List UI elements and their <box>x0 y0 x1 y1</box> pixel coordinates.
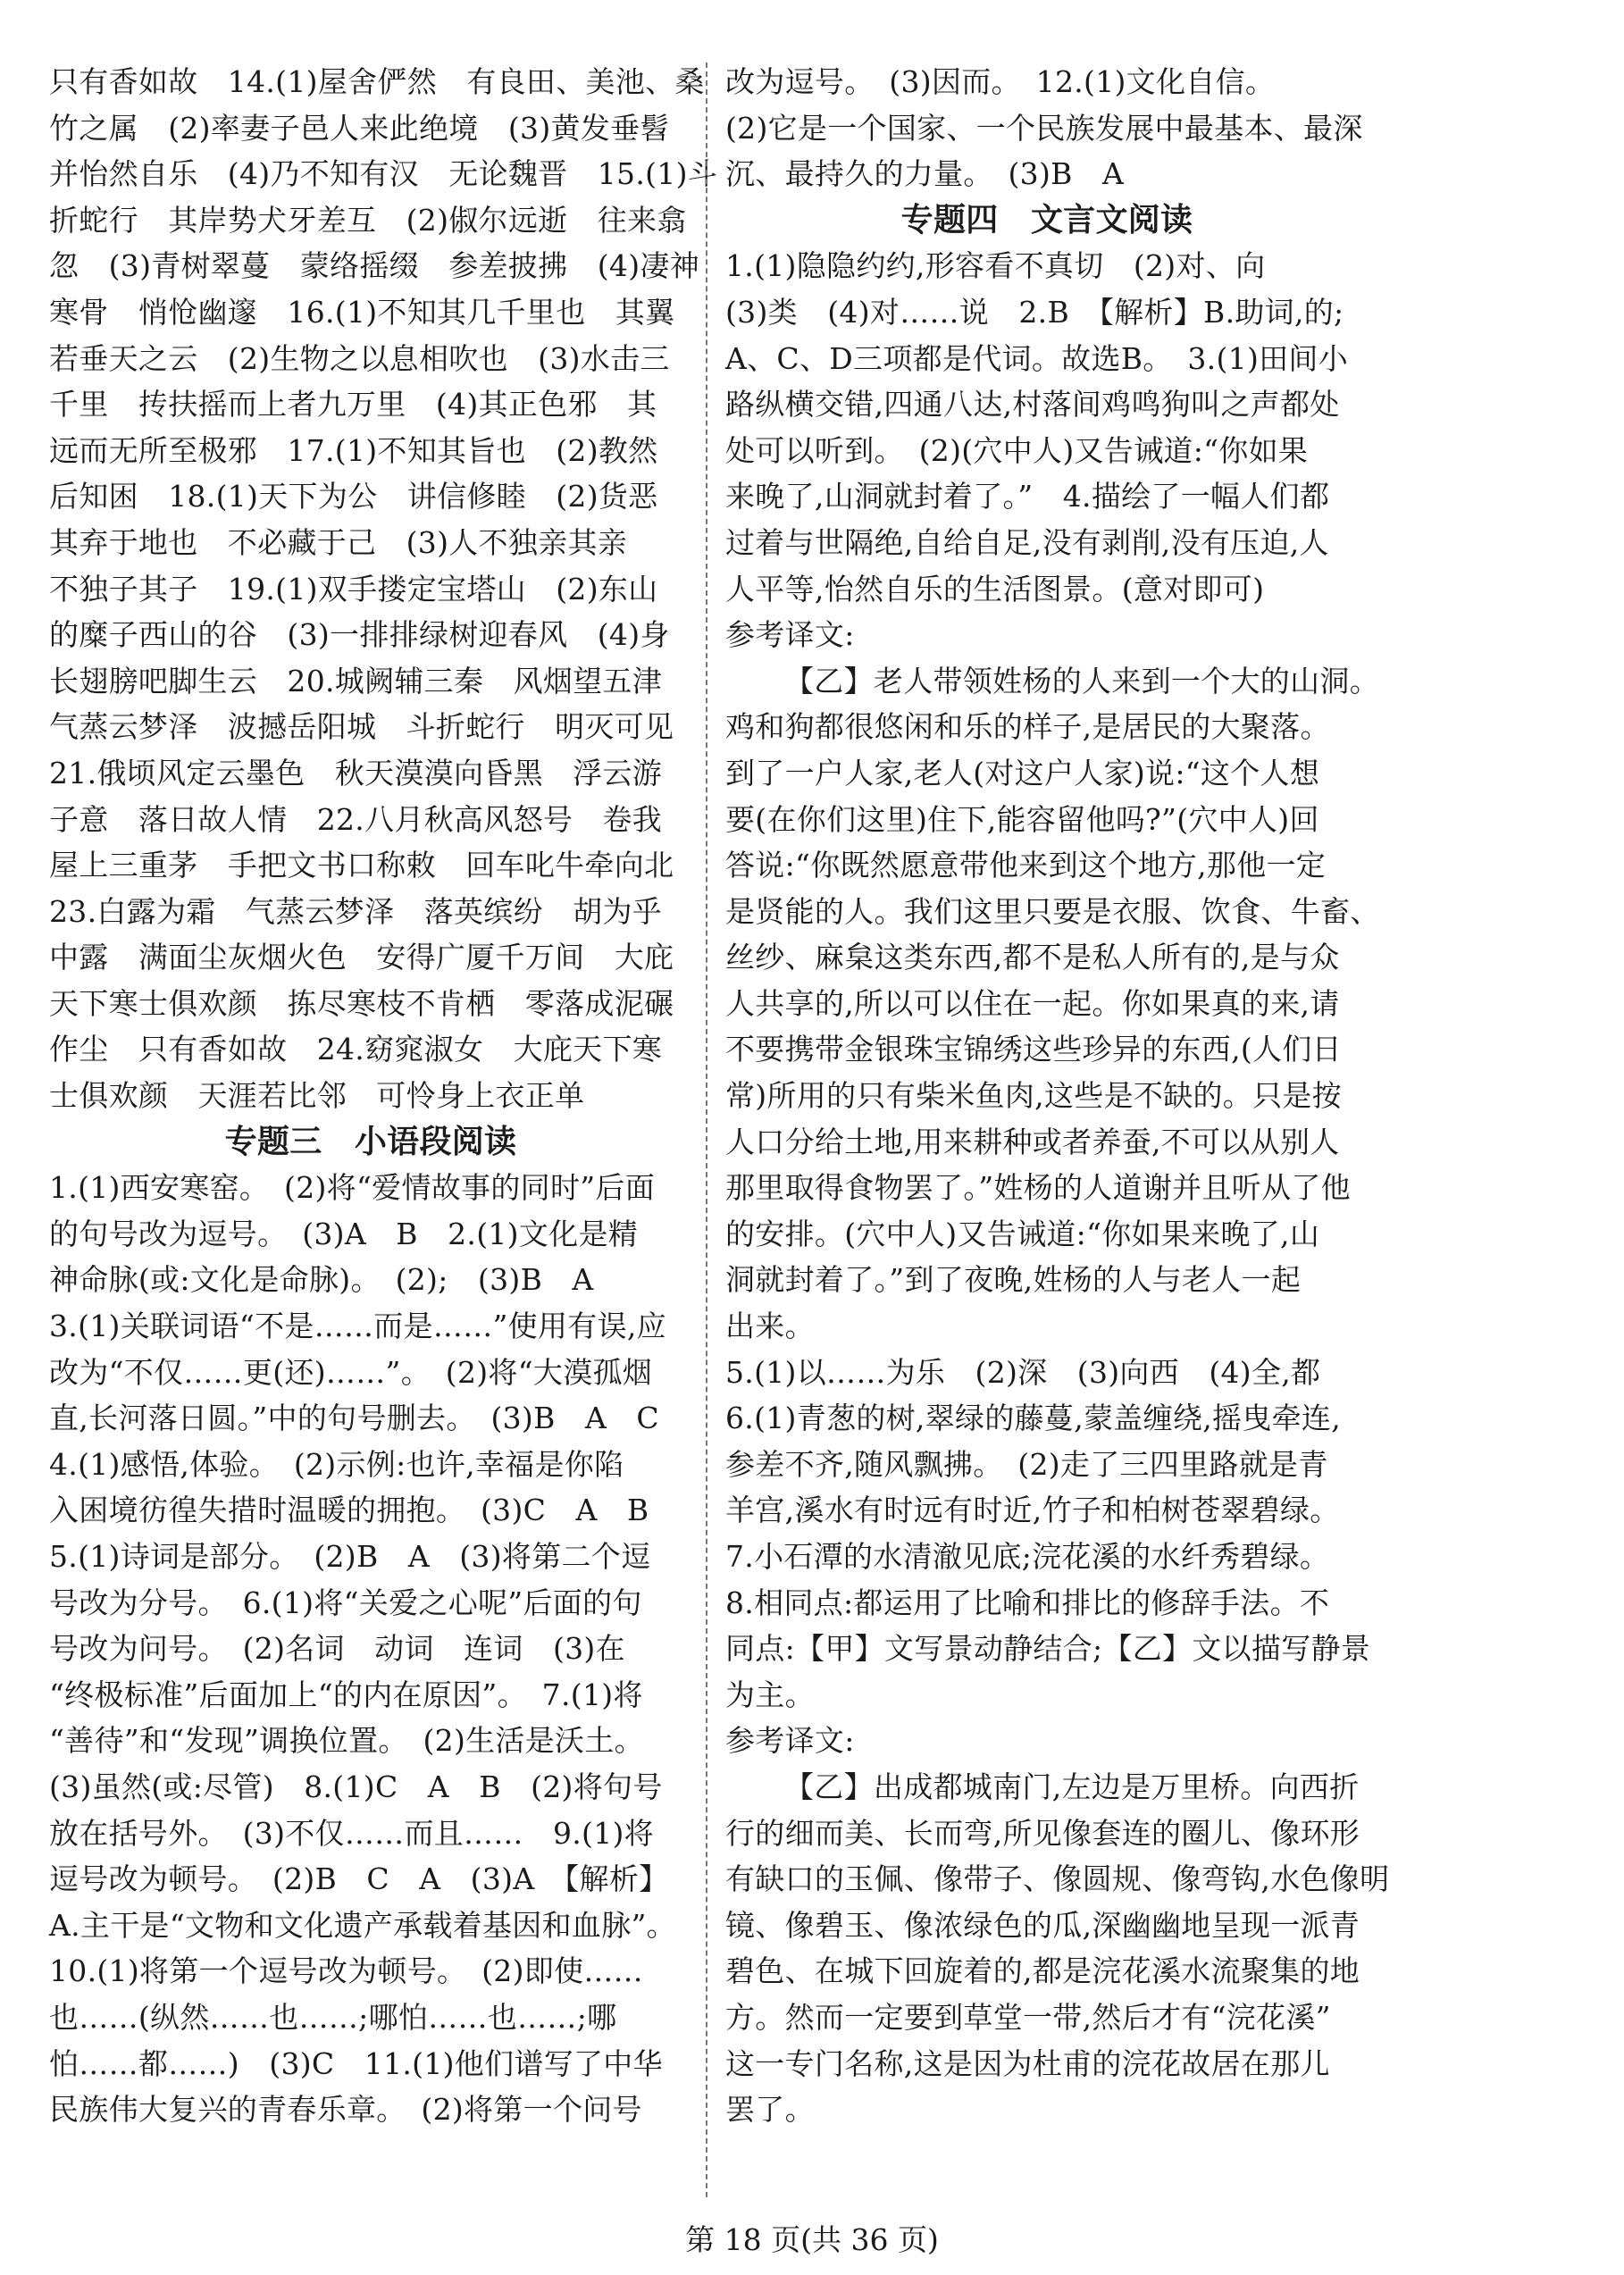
text-line: 神命脉(或:文化是命脉)。 (2); (3)B A <box>49 1262 594 1298</box>
text-line: 1.(1)西安寒窑。 (2)将“爱情故事的同时”后面 <box>49 1170 656 1206</box>
text-line: 5.(1)诗词是部分。 (2)B A (3)将第二个逗 <box>49 1539 651 1574</box>
text-line: 有缺口的玉佩、像带子、像圆规、像弯钩,水色像明 <box>725 1861 1390 1897</box>
text-line: 入困境彷徨失措时温暖的拥抱。 (3)C A B <box>49 1493 649 1528</box>
text-line: 作尘 只有香如故 24.窈窕淑女 大庇天下寒 <box>49 1032 663 1067</box>
text-line: 不独子其子 19.(1)双手搂定宝塔山 (2)东山 <box>49 571 658 606</box>
text-line: 忽 (3)青树翠蔓 蒙络摇缀 参差披拂 (4)凄神 <box>49 248 699 284</box>
text-line: 过着与世隔绝,自给自足,没有剥削,没有压迫,人 <box>725 524 1329 560</box>
text-line: 镜、像碧玉、像浓绿色的瓜,深幽幽地呈现一派青 <box>725 1907 1360 1943</box>
text-line: 不要携带金银珠宝锦绣这些珍异的东西,(人们日 <box>725 1032 1342 1067</box>
column-divider <box>706 63 707 2197</box>
text-line: 3.(1)关联词语“不是……而是……”使用有误,应 <box>49 1309 666 1344</box>
text-line: 千里 抟扶摇而上者九万里 (4)其正色邪 其 <box>49 387 657 422</box>
text-line: 羊宫,溪水有时远有时近,竹子和柏树苍翠碧绿。 <box>725 1493 1340 1528</box>
text-line: 远而无所至极邪 17.(1)不知其旨也 (2)教然 <box>49 432 658 468</box>
text-line: 处可以听到。 (2)(穴中人)又告诫道:“你如果 <box>725 432 1309 468</box>
section-heading: 专题三 小语段阅读 <box>224 1123 517 1160</box>
text-line: 出来。 <box>725 1309 815 1344</box>
text-line: 的糜子西山的谷 (3)一排排绿树迎春风 (4)身 <box>49 617 670 653</box>
text-line: 参差不齐,随风飘拂。 (2)走了三四里路就是青 <box>725 1446 1328 1482</box>
text-line: 洞就封着了。”到了夜晚,姓杨的人与老人一起 <box>725 1262 1302 1298</box>
text-line: 7.小石潭的水清澈见底;浣花溪的水纤秀碧绿。 <box>725 1539 1330 1574</box>
text-line: 折蛇行 其岸势犬牙差互 (2)俶尔远逝 往来翕 <box>49 202 687 238</box>
text-line: 也……(纵然……也……;哪怕……也……;哪 <box>49 1999 617 2035</box>
text-line: 直,长河落日圆。”中的句号删去。 (3)B A C <box>49 1401 659 1436</box>
text-line: 并怡然自乐 (4)乃不知有汉 无论魏晋 15.(1)斗 <box>49 156 718 192</box>
text-line: (3)类 (4)对……说 2.B 【解析】B.助词,的; <box>725 294 1344 330</box>
text-line: 中露 满面尘灰烟火色 安得广厦千万间 大庇 <box>49 940 674 975</box>
text-line: A、C、D三项都是代词。故选B。 3.(1)田间小 <box>725 340 1349 376</box>
text-line: 参考译文: <box>725 617 855 653</box>
text-line: 方。然而一定要到草堂一带,然后才有“浣花溪” <box>725 1999 1331 2035</box>
text-line: (2)它是一个国家、一个民族发展中最基本、最深 <box>725 110 1363 146</box>
text-line: 那里取得食物罢了。”姓杨的人道谢并且听从了他 <box>725 1170 1351 1206</box>
text-line: 屋上三重茅 手把文书口称敕 回车叱牛牵向北 <box>49 848 674 883</box>
text-line: 寒骨 悄怆幽邃 16.(1)不知其几千里也 其翼 <box>49 294 675 330</box>
text-line: 参考译文: <box>725 1723 855 1759</box>
text-line: 气蒸云梦泽 波撼岳阳城 斗折蛇行 明灭可见 <box>49 709 674 745</box>
text-line: 沉、最持久的力量。 (3)B A <box>725 156 1125 192</box>
text-line: 长翅膀吧脚生云 20.城阙辅三秦 风烟望五津 <box>49 663 663 698</box>
text-line: 同点:【甲】文写景动静结合;【乙】文以描写静景 <box>725 1631 1371 1667</box>
text-line: (3)虽然(或:尽管) 8.(1)C A B (2)将句号 <box>49 1769 663 1804</box>
text-line: 10.(1)将第一个逗号改为顿号。 (2)即使…… <box>49 1953 643 1989</box>
text-line: 为主。 <box>725 1677 815 1712</box>
text-line: 来晚了,山洞就封着了。” 4.描绘了一幅人们都 <box>725 479 1330 514</box>
text-line: 鸡和狗都很悠闲和乐的样子,是居民的大聚落。 <box>725 709 1330 745</box>
text-line: 23.白露为霜 气蒸云梦泽 落英缤纷 胡为乎 <box>49 893 663 929</box>
text-line: 竹之属 (2)率妻子邑人来此绝境 (3)黄发垂髫 <box>49 110 670 146</box>
text-line: 子意 落日故人情 22.八月秋高风怒号 卷我 <box>49 801 663 837</box>
text-line: 的安排。(穴中人)又告诫道:“你如果来晚了,山 <box>725 1216 1320 1251</box>
text-line: 怕……都……) (3)C 11.(1)他们谱写了中华 <box>49 2045 663 2081</box>
text-line: 到了一户人家,老人(对这户人家)说:“这个人想 <box>725 755 1320 790</box>
text-line: 士俱欢颜 天涯若比邻 可怜身上衣正单 <box>49 1078 585 1114</box>
text-line: 后知困 18.(1)天下为公 讲信修睦 (2)货恶 <box>49 479 658 514</box>
text-line: 8.相同点:都运用了比喻和排比的修辞手法。不 <box>725 1585 1330 1620</box>
text-line: 要(在你们这里)住下,能容留他吗?”(穴中人)回 <box>725 801 1319 837</box>
text-line: 人共享的,所以可以住在一起。你如果真的来,请 <box>725 985 1340 1021</box>
text-line: 的句号改为逗号。 (3)A B 2.(1)文化是精 <box>49 1216 639 1251</box>
text-line: 碧色、在城下回旋着的,都是浣花溪水流聚集的地 <box>725 1953 1360 1989</box>
text-line: 【乙】出成都城南门,左边是万里桥。向西折 <box>784 1769 1360 1804</box>
text-line: 【乙】老人带领姓杨的人来到一个大的山洞。 <box>784 663 1379 698</box>
text-line: 人平等,怡然自乐的生活图景。(意对即可) <box>725 571 1265 606</box>
text-line: 1.(1)隐隐约约,形容看不真切 (2)对、向 <box>725 248 1266 284</box>
section-heading: 专题四 文言文阅读 <box>900 201 1193 238</box>
text-line: 答说:“你既然愿意带他来到这个地方,那他一定 <box>725 848 1327 883</box>
text-line: 常)所用的只有柴米鱼肉,这些是不缺的。只是按 <box>725 1078 1342 1114</box>
text-line: 这一专门名称,这是因为杜甫的浣花故居在那儿 <box>725 2045 1330 2081</box>
right-column <box>725 59 1390 2133</box>
text-line: 21.俄顷风定云墨色 秋天漠漠向昏黑 浮云游 <box>49 755 663 790</box>
text-line: 放在括号外。 (3)不仅……而且…… 9.(1)将 <box>49 1815 654 1851</box>
text-line: 逗号改为顿号。 (2)B C A (3)A 【解析】 <box>49 1861 669 1897</box>
text-line: 人口分给土地,用来耕种或者养蚕,不可以从别人 <box>725 1124 1340 1159</box>
text-line: “终极标准”后面加上“的内在原因”。 7.(1)将 <box>49 1677 643 1712</box>
text-line: A.主干是“文物和文化遗产承载着基因和血脉”。 <box>49 1907 676 1943</box>
page-number: 第 18 页(共 36 页) <box>685 2222 939 2257</box>
text-line: 民族伟大复兴的青春乐章。 (2)将第一个问号 <box>49 2092 642 2128</box>
text-line: 若垂天之云 (2)生物之以息相吹也 (3)水击三 <box>49 340 670 376</box>
text-line: 天下寒士俱欢颜 拣尽寒枝不肯栖 零落成泥碾 <box>49 985 674 1021</box>
text-line: 改为逗号。 (3)因而。 12.(1)文化自信。 <box>725 64 1276 99</box>
text-line: 号改为分号。 6.(1)将“关爱之心呢”后面的句 <box>49 1585 642 1620</box>
text-line: 是贤能的人。我们这里只要是衣服、饮食、牛畜、 <box>725 893 1380 929</box>
text-line: 罢了。 <box>725 2092 815 2128</box>
text-line: 只有香如故 14.(1)屋舍俨然 有良田、美池、桑 <box>49 64 705 99</box>
text-line: “善待”和“发现”调换位置。 (2)生活是沃土。 <box>49 1723 644 1759</box>
text-line: 4.(1)感悟,体验。 (2)示例:也许,幸福是你陷 <box>49 1446 624 1482</box>
text-line: 路纵横交错,四通八达,村落间鸡鸣狗叫之声都处 <box>725 387 1340 422</box>
text-line: 号改为问号。 (2)名词 动词 连词 (3)在 <box>49 1631 625 1667</box>
text-line: 其弃于地也 不必藏于己 (3)人不独亲其亲 <box>49 524 628 560</box>
text-line: 5.(1)以……为乐 (2)深 (3)向西 (4)全,都 <box>725 1354 1321 1390</box>
text-line: 改为“不仅……更(还)……”。 (2)将“大漠孤烟 <box>49 1354 653 1390</box>
left-column <box>49 59 718 2133</box>
text-line: 丝纱、麻枲这类东西,都不是私人所有的,是与众 <box>725 940 1340 975</box>
text-line: 行的细而美、长而弯,所见像套连的圈儿、像环形 <box>725 1815 1360 1851</box>
text-line: 6.(1)青葱的树,翠绿的藤蔓,蒙盖缠绕,摇曳牵连, <box>725 1401 1341 1436</box>
